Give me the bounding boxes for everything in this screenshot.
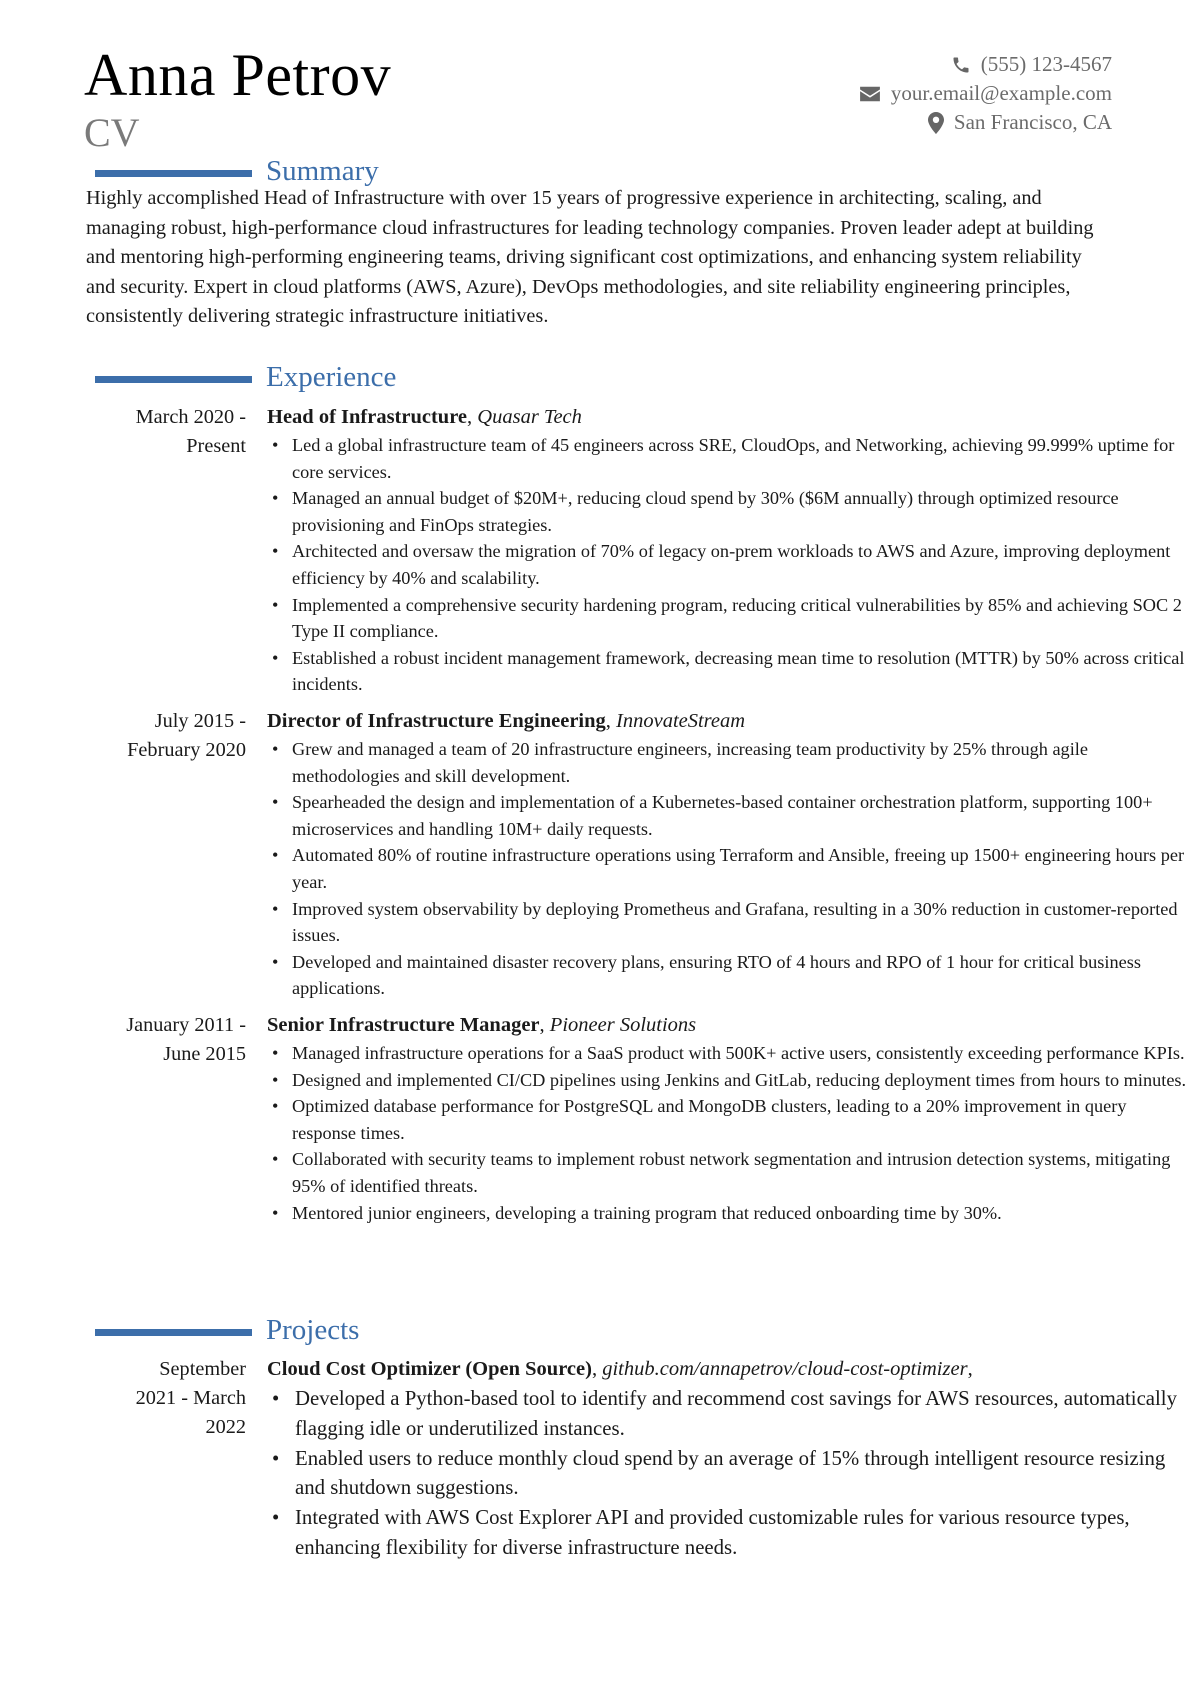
section-divider-bar bbox=[95, 170, 252, 177]
phone-number[interactable]: (555) 123-4567 bbox=[980, 52, 1112, 76]
project-link[interactable]: github.com/annapetrov/cloud-cost-optimizer bbox=[602, 1358, 968, 1380]
date-line: September bbox=[159, 1358, 246, 1380]
list-item: • Collaborated with security teams to implement robust network segmentation and intrusion detection systems, mitigating 95% of identified threats. bbox=[267, 1146, 1187, 1199]
section-header-summary bbox=[95, 154, 379, 188]
job-title: Director of Infrastructure Engineering bbox=[267, 710, 606, 732]
date-start: January 2011 - bbox=[126, 1014, 246, 1036]
list-item: • Designed and implemented CI/CD pipelines using Jenkins and GitLab, reducing deployment times from hours to minutes. bbox=[267, 1067, 1187, 1094]
entry-body bbox=[267, 1355, 1187, 1563]
list-item: • Automated 80% of routine infrastructure operations using Terraform and Ansible, freeing up 1500+ engineering hours per year. bbox=[267, 842, 1187, 895]
contact-block bbox=[859, 50, 1112, 137]
company-name: Pioneer Solutions bbox=[549, 1014, 697, 1036]
job-title: Senior Infrastructure Manager bbox=[267, 1014, 540, 1036]
map-marker-icon bbox=[928, 112, 944, 134]
contact-phone bbox=[859, 50, 1112, 79]
date-line: 2021 - March bbox=[135, 1387, 246, 1409]
job-title: Head of Infrastructure bbox=[267, 406, 468, 428]
document-subtitle: CV bbox=[84, 110, 140, 155]
list-item: • Grew and managed a team of 20 infrastructure engineers, increasing team productivity by 25% through agile methodologies and skill development. bbox=[267, 736, 1187, 789]
entry-body bbox=[267, 707, 1187, 1002]
list-item: • Implemented a comprehensive security hardening program, reducing critical vulnerabilities by 85% and achieving SOC 2 Type II compliance. bbox=[267, 592, 1187, 645]
list-item: • Enabled users to reduce monthly cloud spend by an average of 15% through intelligent resource resizing and shutdown suggestions. bbox=[267, 1444, 1187, 1504]
email-address[interactable]: your.email@example.com bbox=[890, 81, 1112, 105]
list-item: • Spearheaded the design and implementation of a Kubernetes-based container orchestration platform, supporting 100+ microservices and handling 10M+ daily requests. bbox=[267, 789, 1187, 842]
candidate-name: Anna Petrov bbox=[84, 42, 392, 108]
contact-email bbox=[859, 79, 1112, 108]
section-title-projects: Projects bbox=[266, 1314, 360, 1346]
entry-body bbox=[267, 403, 1187, 698]
section-header-experience bbox=[95, 360, 396, 394]
entry-body bbox=[267, 1011, 1187, 1226]
entry-heading: Director of Infrastructure Engineering, InnovateStream bbox=[267, 710, 746, 732]
list-item: • Managed an annual budget of $20M+, reducing cloud spend by 30% ($6M annually) through optimized resource provisioning and FinOps strategies. bbox=[267, 485, 1187, 538]
date-start: July 2015 - bbox=[154, 710, 246, 732]
location-text: San Francisco, CA bbox=[953, 110, 1112, 134]
section-divider-bar bbox=[95, 376, 252, 383]
list-item: • Developed a Python-based tool to identify and recommend cost savings for AWS resources, automatically flagging idle or underutilized instances. bbox=[267, 1384, 1187, 1444]
entry-date bbox=[86, 1355, 246, 1442]
entry-date bbox=[86, 403, 246, 461]
date-end: February 2020 bbox=[127, 739, 246, 761]
entry-heading: Head of Infrastructure, Quasar Tech bbox=[267, 406, 582, 428]
achievement-list bbox=[267, 432, 1187, 698]
date-line: 2022 bbox=[205, 1416, 246, 1438]
list-item: • Developed and maintained disaster recovery plans, ensuring RTO of 4 hours and RPO of 1 hour for critical business applications. bbox=[267, 949, 1187, 1002]
list-item: • Mentored junior engineers, developing a training program that reduced onboarding time by 30%. bbox=[267, 1200, 1187, 1227]
section-title-summary: Summary bbox=[266, 155, 379, 187]
list-item: • Optimized database performance for PostgreSQL and MongoDB clusters, leading to a 20% improvement in query response times. bbox=[267, 1093, 1187, 1146]
entry-date bbox=[86, 1011, 246, 1069]
section-header-projects bbox=[95, 1313, 359, 1347]
date-end: June 2015 bbox=[163, 1043, 246, 1065]
summary-text: Highly accomplished Head of Infrastructure with over 15 years of progressive experience in architecting, scaling, and managing robust, high-performance cloud infrastructures for leading technology companies. Proven leader adept at building and mentoring high-performing engineering teams, driving significant cost optimizations, and enhancing system reliability and security. Expert in cloud platforms (AWS, Azure), DevOps methodologies, and site reliability engineering principles, consistently delivering strategic infrastructure initiatives. bbox=[86, 187, 1094, 327]
section-divider-bar bbox=[95, 1329, 252, 1336]
phone-icon bbox=[951, 55, 971, 75]
list-item: • Established a robust incident management framework, decreasing mean time to resolution (MTTR) by 50% across critical incidents. bbox=[267, 645, 1187, 698]
date-start: March 2020 - bbox=[135, 406, 246, 428]
entry-heading: Cloud Cost Optimizer (Open Source), github.com/annapetrov/cloud-cost-optimizer, bbox=[267, 1358, 973, 1380]
achievement-list bbox=[267, 1384, 1187, 1563]
list-item: • Managed infrastructure operations for a SaaS product with 500K+ active users, consistently exceeding performance KPIs. bbox=[267, 1040, 1187, 1067]
contact-location bbox=[859, 108, 1112, 137]
date-end: Present bbox=[186, 435, 246, 457]
achievement-list bbox=[267, 1040, 1187, 1226]
list-item: • Integrated with AWS Cost Explorer API and provided customizable rules for various resource types, enhancing flexibility for diverse infrastructure needs. bbox=[267, 1503, 1187, 1563]
achievement-list bbox=[267, 736, 1187, 1002]
list-item: • Led a global infrastructure team of 45 engineers across SRE, CloudOps, and Networking, achieving 99.999% uptime for core services. bbox=[267, 432, 1187, 485]
entry-heading: Senior Infrastructure Manager, Pioneer Solutions bbox=[267, 1014, 697, 1036]
list-item: • Architected and oversaw the migration of 70% of legacy on-prem workloads to AWS and Azure, improving deployment efficiency by 40% and scalability. bbox=[267, 538, 1187, 591]
entry-date bbox=[86, 707, 246, 765]
project-title: Cloud Cost Optimizer (Open Source) bbox=[267, 1358, 592, 1380]
section-title-experience: Experience bbox=[266, 361, 397, 393]
company-name: InnovateStream bbox=[616, 710, 746, 732]
list-item: • Improved system observability by deploying Prometheus and Grafana, resulting in a 30% reduction in customer-reported issues. bbox=[267, 896, 1187, 949]
company-name: Quasar Tech bbox=[477, 406, 582, 428]
envelope-icon bbox=[859, 85, 881, 103]
